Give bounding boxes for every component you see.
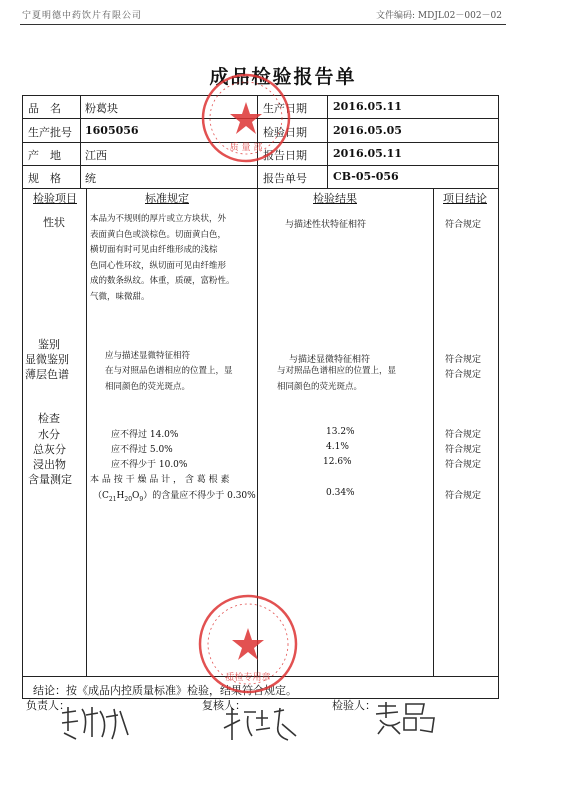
water-conclusion: 符合规定: [445, 430, 482, 440]
column-header-item: 检验项目: [33, 192, 77, 205]
ash-result: 4.1%: [326, 442, 349, 452]
quality-inspection-stamp: [196, 592, 300, 696]
ash-conclusion: 符合规定: [445, 445, 482, 455]
report-title: 成品检验报告单: [209, 66, 357, 88]
row-divider: [23, 165, 498, 166]
micro-standard: 应与描述显微特征相符: [105, 351, 191, 361]
report-date-label: 报告日期: [263, 149, 307, 162]
water-standard: 应不得过 14.0%: [111, 430, 179, 440]
name-value: 粉葛块: [85, 102, 118, 115]
origin-label: 产 地: [28, 149, 61, 162]
column-header-conclusion: 项目结论: [443, 192, 487, 205]
col-divider: [86, 188, 87, 676]
origin-value: 江西: [85, 149, 107, 162]
responsible-label: 负责人：: [26, 699, 70, 712]
final-conclusion: 结论：按《成品内控质量标准》检验，结果符合规定。: [33, 684, 297, 697]
header-divider: [20, 24, 506, 25]
micro-result: 与描述显微特征相符: [289, 355, 371, 365]
inspector-label: 检验人：: [332, 699, 376, 712]
assay-standard-line1: 本 品 按 干 燥 品 计 ， 含 葛 根 素: [90, 475, 230, 485]
reviewer-signature: [222, 706, 304, 744]
tlc-conclusion: 符合规定: [445, 370, 482, 380]
traits-standard: 本品为不规则的厚片或立方块状，外 表面黄白色或淡棕色。切面黄白色， 横切面有时可见由纤维形成的浅棕 色同心性环纹，纵切面可见由纤维形 成的数条纵纹。体重，质硬，富粉性。 气微，味微甜。: [90, 214, 235, 302]
inspector-signature: [372, 700, 444, 738]
company-header: 宁夏明德中药饮片有限公司: [22, 11, 143, 21]
tlc-result: 与对照品色谱相应的位置上，显 相同颜色的荧光斑点。: [277, 366, 397, 392]
responsible-signature: [58, 703, 138, 743]
spec-value: 统: [85, 172, 96, 185]
tlc-standard: 在与对照品色谱相应的位置上，显 相同颜色的荧光斑点。: [105, 366, 233, 392]
item-water: 水分: [38, 428, 60, 441]
quality-department-stamp: [200, 72, 292, 164]
item-traits: 性状: [43, 216, 65, 229]
assay-standard-line2: $(C_{21}H_{20}O_9)$的含量应不得少于 0.30%: [93, 491, 256, 503]
svg-text:质 量 部: 质 量 部: [229, 143, 263, 153]
water-result: 13.2%: [326, 427, 355, 437]
item-microscopic: 显微鉴别: [25, 353, 69, 366]
prod-date-value: 2016.05.11: [333, 100, 402, 113]
document-number: 文件编码: MDJL02－002－02: [376, 11, 502, 21]
col-divider: [327, 96, 328, 188]
column-header-standard: 标准规定: [145, 192, 189, 205]
extract-standard: 应不得少于 10.0%: [111, 460, 188, 470]
spec-label: 规 格: [28, 172, 61, 185]
assay-result: 0.34%: [326, 488, 355, 498]
micro-conclusion: 符合规定: [445, 355, 482, 365]
report-no-label: 报告单号: [263, 172, 307, 185]
traits-conclusion: 符合规定: [445, 220, 482, 230]
prod-date-label: 生产日期: [263, 102, 307, 115]
batch-label: 生产批号: [28, 126, 72, 139]
extract-conclusion: 符合规定: [445, 460, 482, 470]
col-divider: [80, 96, 81, 188]
traits-result: 与描述性状特征相符: [285, 220, 367, 230]
assay-conclusion: 符合规定: [445, 491, 482, 501]
reviewer-label: 复核人：: [202, 699, 246, 712]
item-check: 检查: [38, 412, 60, 425]
report-date-value: 2016.05.11: [333, 147, 402, 160]
item-ash: 总灰分: [33, 443, 66, 456]
name-label: 品 名: [28, 102, 61, 115]
extract-result: 12.6%: [323, 457, 352, 467]
report-no-value: CB-05-056: [333, 170, 399, 183]
svg-text:质检专用章: 质检专用章: [225, 673, 271, 683]
inspect-date-label: 检验日期: [263, 126, 307, 139]
item-assay: 含量测定: [28, 473, 72, 486]
ash-standard: 应不得过 5.0%: [111, 445, 173, 455]
item-identification: 鉴别: [38, 338, 60, 351]
row-divider: [23, 188, 498, 189]
batch-value: 1605056: [85, 124, 139, 137]
item-extract: 浸出物: [33, 458, 66, 471]
column-header-result: 检验结果: [313, 192, 357, 205]
col-divider: [433, 188, 434, 676]
item-tlc: 薄层色谱: [25, 368, 69, 381]
inspect-date-value: 2016.05.05: [333, 124, 402, 137]
